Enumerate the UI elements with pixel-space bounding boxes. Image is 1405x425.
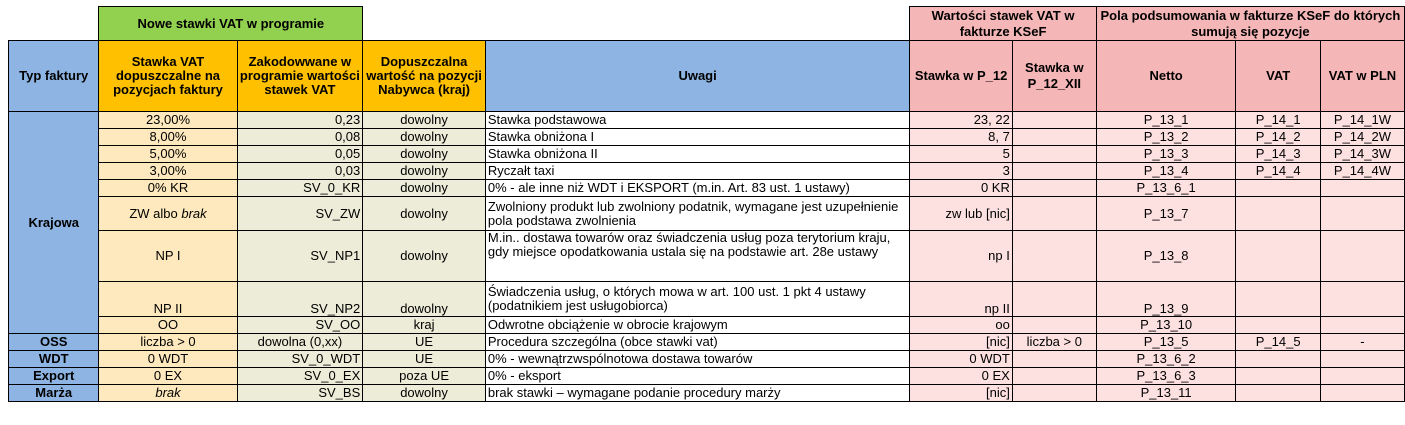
cell-coded: SV_NP2 [237,282,363,317]
group-new-rates: Nowe stawki VAT w programie [99,7,363,41]
cell-allowed: dowolny [363,163,486,180]
cell-vat [1236,197,1320,231]
cell-netto: P_13_2 [1096,129,1236,146]
table-row [9,385,1405,402]
cell-vat: P_14_4 [1236,163,1320,180]
table-row [9,282,1405,317]
cell-rate: NP I [99,231,237,282]
cell-coded: 0,23 [237,112,363,129]
cell-allowed: UE [363,351,486,368]
cell-p12xii [1012,231,1096,282]
header-p12: Stawka w P_12 [910,41,1013,112]
cell-p12xii [1012,197,1096,231]
cell-netto: P_13_9 [1096,282,1236,317]
cell-coded: 0,05 [237,146,363,163]
header-allowed: Dopuszczalna wartość na pozycji Nabywca (kraj) [363,41,486,112]
cell-notes: Odwrotne obciążenie w obrocie krajowym [485,317,909,334]
cell-notes: Ryczałt taxi [485,163,909,180]
table-row [9,317,1405,334]
cell-vat-pln [1320,351,1404,368]
cell-p12: 8, 7 [910,129,1013,146]
vat-rates-table [8,6,1405,402]
header-netto: Netto [1096,41,1236,112]
cell-notes: 0% - wewnątrzwspólnotowa dostawa towarów [485,351,909,368]
cell-coded: SV_ZW [237,197,363,231]
table-row [9,146,1405,163]
cell-vat [1236,231,1320,282]
cell-allowed: poza UE [363,368,486,385]
cell-vat-pln: - [1320,334,1404,351]
cell-notes: 0% - eksport [485,368,909,385]
table-row [9,197,1405,231]
group-summary-fields: Pola podsumowania w fakturze KSeF do których sumują się pozycje [1096,7,1404,41]
cell-vat [1236,317,1320,334]
cell-notes: Procedura szczególna (obce stawki vat) [485,334,909,351]
cell-p12: 23, 22 [910,112,1013,129]
cell-allowed: dowolny [363,146,486,163]
cell-p12: 0 KR [910,180,1013,197]
row-group-wdt: WDT [9,351,99,368]
cell-vat [1236,282,1320,317]
cell-coded: SV_0_EX [237,368,363,385]
cell-vat-pln [1320,317,1404,334]
cell-vat-pln: P_14_3W [1320,146,1404,163]
cell-netto: P_13_6_1 [1096,180,1236,197]
cell-coded: 0,08 [237,129,363,146]
cell-p12: 3 [910,163,1013,180]
cell-notes: M.in.. dostawa towarów oraz świadczenia usług poza terytorium kraju, gdy miejsce opodatkowania ustala się na podstawie art. 28e ustawy [485,231,909,282]
cell-vat-pln [1320,180,1404,197]
cell-allowed: dowolny [363,197,486,231]
cell-netto: P_13_5 [1096,334,1236,351]
cell-rate: 3,00% [99,163,237,180]
cell-p12: np I [910,231,1013,282]
cell-notes: brak stawki – wymagane podanie procedury marży [485,385,909,402]
cell-notes: Stawka obniżona II [485,146,909,163]
cell-vat: P_14_2 [1236,129,1320,146]
cell-coded: SV_NP1 [237,231,363,282]
header-rate: Stawka VAT dopuszczalne na pozycjach faktury [99,41,237,112]
cell-vat-pln [1320,231,1404,282]
cell-vat [1236,180,1320,197]
cell-p12: [nic] [910,334,1013,351]
cell-netto: P_13_7 [1096,197,1236,231]
cell-p12xii [1012,282,1096,317]
cell-notes: Stawka podstawowa [485,112,909,129]
cell-p12: 0 EX [910,368,1013,385]
cell-coded: SV_OO [237,317,363,334]
cell-coded: 0,03 [237,163,363,180]
cell-notes: Świadczenia usług, o których mowa w art. 100 ust. 1 pkt 4 ustawy (podatnikiem jest usługobiorca) [485,282,909,317]
cell-coded: dowolna (0,xx) [237,334,363,351]
cell-vat [1236,351,1320,368]
cell-rate: OO [99,317,237,334]
header-vat: VAT [1236,41,1320,112]
cell-vat-pln [1320,197,1404,231]
cell-vat-pln: P_14_2W [1320,129,1404,146]
cell-p12xii [1012,112,1096,129]
cell-coded: SV_0_KR [237,180,363,197]
cell-vat: P_14_5 [1236,334,1320,351]
cell-rate-prefix: ZW albo [129,205,182,221]
cell-notes: Zwolniony produkt lub zwolniony podatnik, wymagane jest uzupełnienie pola podstawa zwolnienia [485,197,909,231]
cell-p12: np II [910,282,1013,317]
cell-netto: P_13_4 [1096,163,1236,180]
cell-rate: 5,00% [99,146,237,163]
cell-p12xii [1012,129,1096,146]
cell-p12xii [1012,385,1096,402]
cell-netto: P_13_6_3 [1096,368,1236,385]
cell-vat-pln [1320,368,1404,385]
cell-vat-pln [1320,282,1404,317]
cell-rate: 8,00% [99,129,237,146]
header-notes: Uwagi [485,41,909,112]
cell-allowed: dowolny [363,129,486,146]
table-row [9,163,1405,180]
cell-p12: 5 [910,146,1013,163]
cell-vat-pln [1320,385,1404,402]
cell-notes: 0% - ale inne niż WDT i EKSPORT (m.in. Art. 83 ust. 1 ustawy) [485,180,909,197]
table-row [9,180,1405,197]
cell-netto: P_13_8 [1096,231,1236,282]
cell-p12: oo [910,317,1013,334]
cell-rate: NP II [99,282,237,317]
cell-p12: 0 WDT [910,351,1013,368]
cell-netto: P_13_6_2 [1096,351,1236,368]
cell-vat-pln: P_14_4W [1320,163,1404,180]
table-row [9,351,1405,368]
header-p12xii: Stawka w P_12_XII [1012,41,1096,112]
row-group-oss: OSS [9,334,99,351]
cell-vat-pln: P_14_1W [1320,112,1404,129]
cell-allowed: dowolny [363,231,486,282]
header-type: Typ faktury [9,41,99,112]
cell-coded: SV_BS [237,385,363,402]
cell-coded: SV_0_WDT [237,351,363,368]
cell-rate [99,197,237,231]
cell-rate-italic: brak [181,205,207,221]
cell-rate: 0 WDT [99,351,237,368]
cell-p12xii: liczba > 0 [1012,334,1096,351]
table-row [9,112,1405,129]
table-row [9,231,1405,282]
cell-netto: P_13_1 [1096,112,1236,129]
cell-netto: P_13_10 [1096,317,1236,334]
cell-p12xii [1012,146,1096,163]
cell-allowed: dowolny [363,282,486,317]
row-group-marza: Marża [9,385,99,402]
cell-rate: 0% KR [99,180,237,197]
table-row [9,334,1405,351]
row-group-krajowa: Krajowa [9,112,99,334]
cell-p12: zw lub [nic] [910,197,1013,231]
cell-rate: brak [99,385,237,402]
cell-rate: liczba > 0 [99,334,237,351]
cell-p12: [nic] [910,385,1013,402]
cell-rate: 23,00% [99,112,237,129]
cell-allowed: dowolny [363,112,486,129]
cell-p12xii [1012,180,1096,197]
cell-p12xii [1012,163,1096,180]
header-coded: Zakodowwane w programie wartości stawek VAT [237,41,363,112]
cell-vat [1236,385,1320,402]
cell-allowed: dowolny [363,180,486,197]
header-vat-pln: VAT w PLN [1320,41,1404,112]
table-row [9,129,1405,146]
cell-p12xii [1012,368,1096,385]
cell-netto: P_13_11 [1096,385,1236,402]
cell-allowed: kraj [363,317,486,334]
cell-netto: P_13_3 [1096,146,1236,163]
cell-p12xii [1012,351,1096,368]
cell-vat: P_14_3 [1236,146,1320,163]
row-group-export: Export [9,368,99,385]
cell-notes: Stawka obniżona I [485,129,909,146]
cell-p12xii [1012,317,1096,334]
cell-rate: 0 EX [99,368,237,385]
cell-vat: P_14_1 [1236,112,1320,129]
cell-allowed: dowolny [363,385,486,402]
cell-vat [1236,368,1320,385]
group-ksef-values: Wartości stawek VAT w fakturze KSeF [910,7,1096,41]
table-row [9,368,1405,385]
cell-allowed: UE [363,334,486,351]
